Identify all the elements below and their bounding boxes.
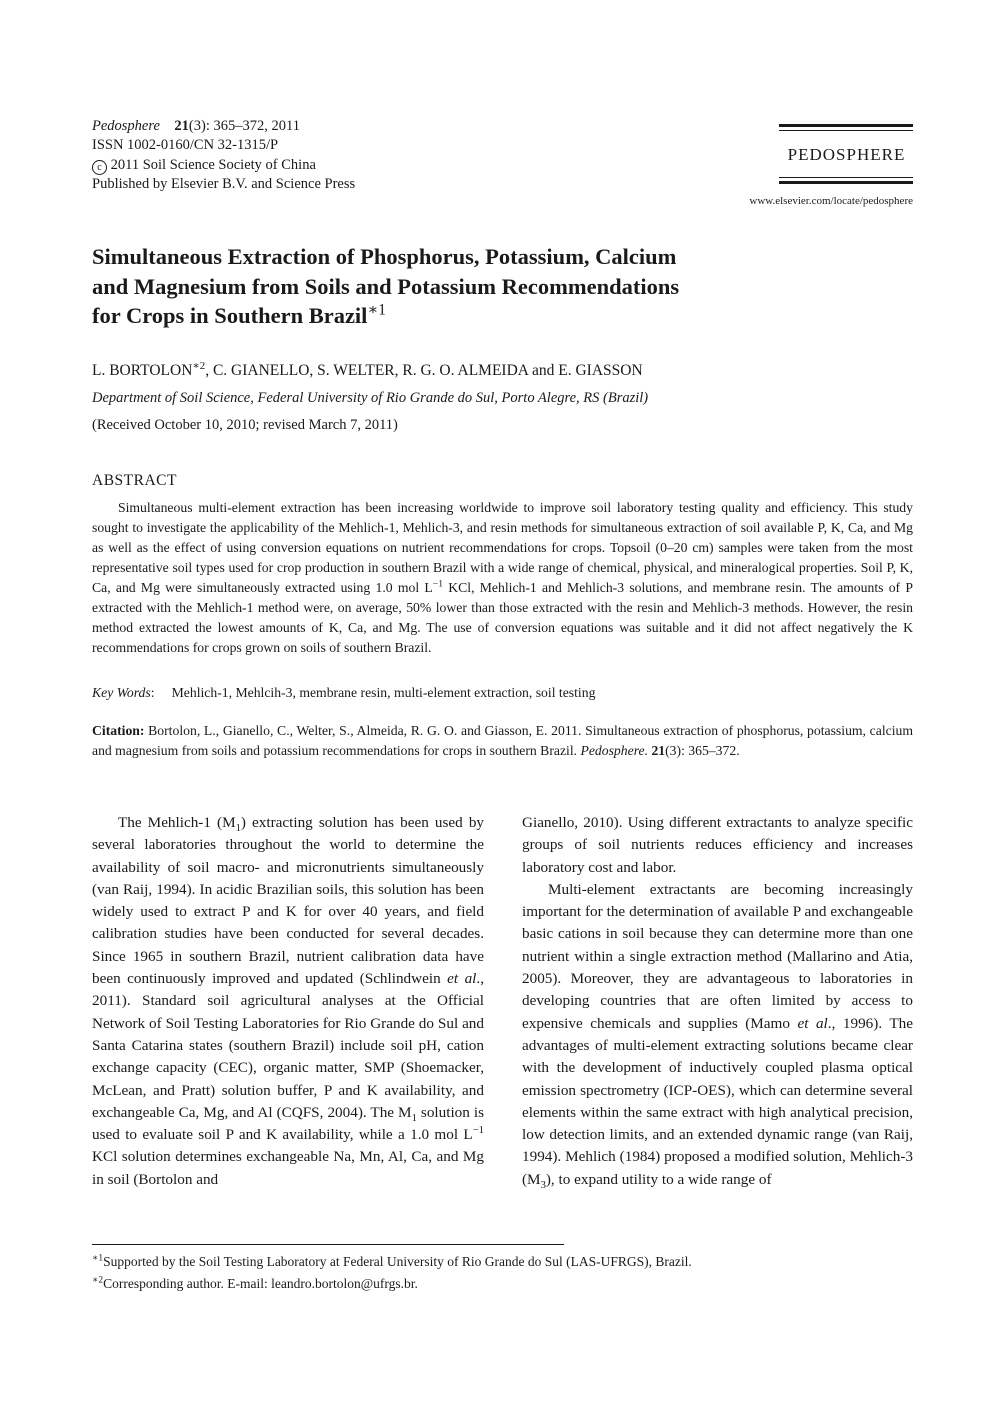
body-left-column [92,812,484,1191]
footnote-1-mark: ∗1 [92,1253,104,1264]
footnote-2-mark: ∗2 [92,1275,104,1286]
footnote-1: $^{∗1}$Supported by the Soil Testing Laboratory at Federal University of Rio Grande do Sul (LAS-UFRGS), Brazil. [92,1253,692,1269]
intro-paragraph-1: The Mehlich-1 $(M_1)$ extracting solution has been used by several laboratories throughout the world to determine the availability of soil macro- and micronutrients simultaneously (van Raij, 1994). In acidic Brazilian soils, this solution has been widely used to extract P and K for over 40 years, and field calibration studies have been conducted for several decades. Since 1965 in southern Brazil, nutrient calibration data have been continuously improved and updated (Schlindwein et al., 2011). Standard soil agricultural analyses at the Official Network of Soil Testing Laboratories for Rio Grande do Sul and Santa Catarina states (southern Brazil) include soil pH, cation exchange capacity (CEC), organic matter, SMP (Shoemacker, McLean, and Pratt) solution buffer, P and K availability, and exchangeable Ca, Mg, and Al (CQFS, 2004). The $M_1$ solution is used to evaluate soil P and K availability, while a 1.0 mol $L^{-1}$ KCl solution determines exchangeable Na, Mn, Al, Ca, and Mg in soil (Bortolon and [92,814,485,1188]
footnote-2: $^{∗2}$Corresponding author. E-mail: leandro.bortolon@ufrgs.br. [92,1275,418,1291]
author-footnote-mark[interactable]: ∗2 [192,359,206,372]
intro-paragraph-1-continued: Gianello, 2010). Using different extractants to analyze specific groups of soil nutrients reduces efficiency and increases laboratory cost and labor. [522,814,913,876]
journal-name: Pedosphere [92,118,160,134]
title-line-2: and Magnesium from Soils and Potassium Recommendations [92,273,680,299]
keywords-label: Key Words [92,685,151,700]
abstract-heading: ABSTRACT [92,472,177,489]
copyright-line [92,156,316,176]
journal-logo: PEDOSPHERE [787,145,906,164]
intro-paragraph-2: Multi-element extractants are becoming increasingly important for the determination of available P and exchangeable basic cations in soil because they can determine more than one nutrient within a single extraction method (Mallarino and Atia, 2005). Moreover, they are advantageous to laboratories in developing countries that are often limited by access to expensive chemicals and supplies (Mamo et al., 1996). The advantages of multi-element extracting solutions became clear with the development of inductively coupled plasma optical emission spectrometry (ICP-OES), which can determine several elements within the same extract with high analytical precision, low detection limits, and an extended dynamic range (van Raij, 1994). Mehlich (1984) proposed a modified solution, Mehlich-3 $(M_3)$, to expand utility to a wide range of [522,880,913,1191]
logo-rule-top-thin [779,130,913,131]
title-line-3: for Crops in Southern Brazil$^{∗1}$ [92,301,387,328]
citation-label: Citation: [92,723,145,738]
logo-rule-bottom-thick [779,181,913,184]
other-authors: , C. GIANELLO, S. WELTER, R. G. O. ALMEIDA and E. GIASSON [205,362,643,379]
keywords-text: Mehlich-1, Mehlcih-3, membrane resin, multi-element extraction, soil testing [171,685,596,700]
title-footnote-mark[interactable]: ∗1 [367,301,387,319]
publisher: Published by Elsevier B.V. and Science Press [92,176,356,192]
title-line-1: Simultaneous Extraction of Phosphorus, Potassium, Calcium [92,244,677,269]
keywords: Key Words: Mehlich-1, Mehlcih-3, membrane resin, multi-element extraction, soil testing [92,685,596,700]
logo-rule-bottom-thin [779,177,913,178]
journal-citation-line [92,117,300,137]
received-dates: (Received October 10, 2010; revised March 7, 2011) [92,417,398,433]
author-list [92,359,643,380]
copyright-text: 2011 Soil Science Society of China [107,157,316,173]
abstract-body: Simultaneous multi-element extraction has been increasing worldwide to improve soil laboratory testing quality and efficiency. This study sought to investigate the applicability of the Mehlich-1, Mehlich-3, and resin methods for simultaneous extraction of soil available P, K, Ca, and Mg as well as the effect of using conversion equations on nutrient recommendations for crops. Topsoil (0–20 cm) samples were taken from the most representative soil types used for crop production in southern Brazil with a wide range of chemical, physical, and mineralogical properties. Soil P, K, Ca, and Mg were simultaneously extracted using 1.0 mol $L^{-1}$ KCl, Mehlich-1 and Mehlich-3 solutions, and membrane resin. The amounts of P extracted with the Mehlich-1 method were, on average, 50% lower than those extracted with the resin and Mehlich-3 methods. However, the resin method extracted the lowest amounts of K, Ca, and Mg. The use of conversion equations was suitable and it did not affect negatively the K recommendations for crops grown on soils of southern Brazil. [92,500,913,655]
citation-block: Citation: Bortolon, L., Gianello, C., Welter, S., Almeida, R. G. O. and Giasson, E. 2011. Simultaneous extraction of phosphorus, potassium, calcium and magnesium from soils and potassium recommendations for crops in southern Brazil. Pedosphere. 21(3): 365–372. [92,723,913,758]
journal-issue-pages: (3): 365–372, 2011 [188,118,300,134]
logo-rule-top-thick [779,124,913,127]
copyright-icon: c [92,160,107,175]
first-author: L. BORTOLON [92,362,193,379]
footnote-divider [92,1244,564,1245]
body-right-column [522,812,913,1191]
affiliation: Department of Soil Science, Federal University of Rio Grande do Sul, Porto Alegre, RS (Brazil) [92,390,649,406]
paper-title [92,242,852,331]
journal-volume: 21 [174,118,189,134]
issn: ISSN 1002-0160/CN 32-1315/P [92,137,279,153]
journal-website-link[interactable]: www.elsevier.com/locate/pedosphere [749,195,913,207]
